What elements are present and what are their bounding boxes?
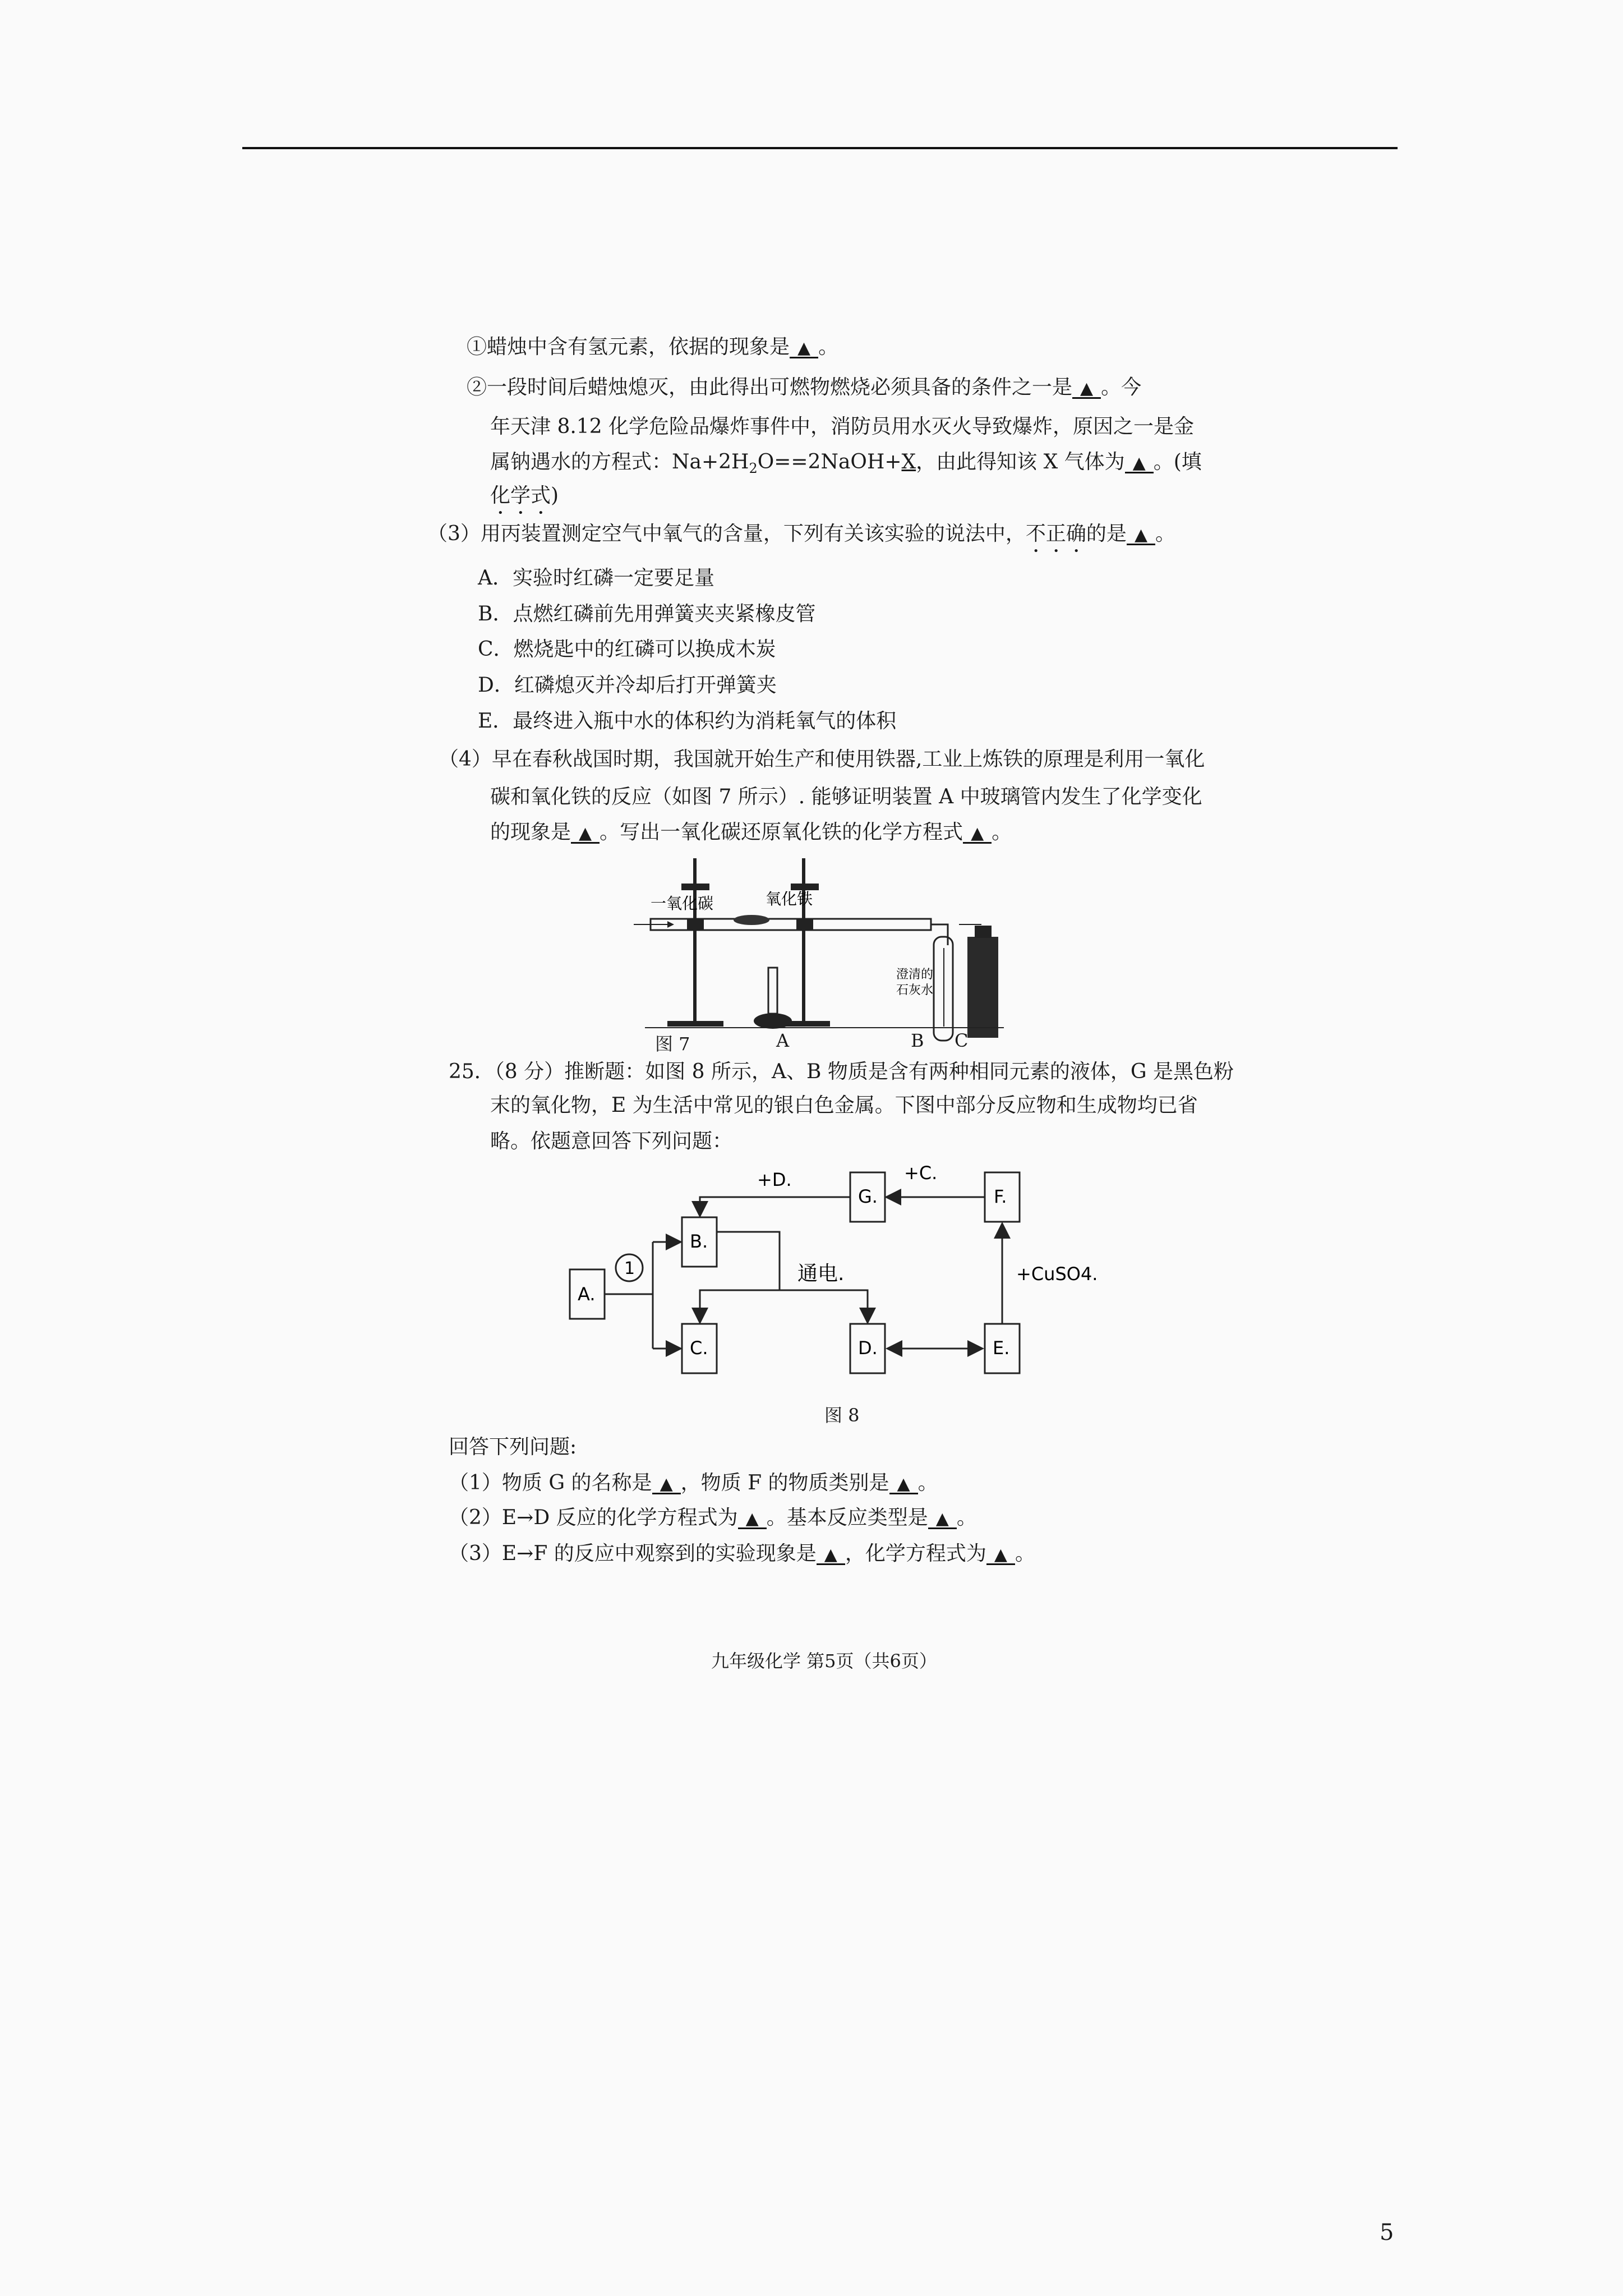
box-g-label: G. (858, 1186, 878, 1207)
answer-blank: ▲ (928, 1511, 957, 1529)
option-b: B．点燃红磷前先用弹簧夹夹紧橡皮管 (478, 602, 816, 625)
answer-blank: ▲ (652, 1476, 681, 1494)
clamp (687, 919, 704, 930)
answer-blank: ▲ (963, 825, 992, 844)
figure-7-label-a: A (776, 1030, 790, 1051)
answer-1: （1）物质 G 的名称是 ▲ ，物质 F 的物质类别是 ▲ 。 (449, 1471, 938, 1494)
label-limewater-1: 澄清的 (896, 968, 934, 982)
plus-cuso4-label: +CuSO4. (1016, 1263, 1098, 1285)
option-d: D．红磷熄灭并冷却后打开弹簧夹 (478, 674, 777, 697)
iron-oxide-sample (734, 915, 769, 925)
figure-8-caption: 图 8 (824, 1405, 860, 1426)
figure-7-label-b: B (911, 1030, 924, 1051)
figure-7-apparatus (634, 853, 1004, 1055)
q24-part-4-line3: 的现象是 ▲ 。写出一氧化碳还原氧化铁的化学方程式 ▲ 。 (490, 821, 1012, 844)
figure-8-diagram (561, 1156, 1122, 1391)
q24-statement-2-line4: 化学式) (490, 484, 559, 507)
label-limewater-2: 石灰水 (896, 983, 934, 997)
answer-2: （2）E→D 反应的化学方程式为 ▲ 。基本反应类型是 ▲ 。 (449, 1506, 977, 1529)
container-c (967, 937, 998, 1038)
option-e: E．最终进入瓶中水的体积约为消耗氧气的体积 (478, 710, 897, 733)
answer-blank: ▲ (889, 1476, 918, 1494)
q24-statement-1: ①蜡烛中含有氢元素，依据的现象是 ▲ 。 (467, 335, 839, 358)
answer-blank: ▲ (790, 340, 818, 358)
clamp (681, 884, 709, 890)
plus-d-label: +D. (757, 1169, 792, 1190)
alcohol-lamp (754, 1013, 792, 1029)
q24-statement-2: ②一段时间后蜡烛熄灭，由此得出可燃物燃烧必须具备的条件之一是 ▲ 。今 (467, 376, 1142, 399)
answer-blank: ▲ (1125, 455, 1154, 473)
box-a-label: A. (578, 1283, 596, 1305)
stand-rod-right (802, 858, 805, 1022)
arrow-g-to-b (700, 1197, 850, 1216)
figure-7-label-c: C (955, 1030, 969, 1051)
electrolysis-label: 通电. (797, 1262, 845, 1285)
q25-line1: 25．（8 分）推断题：如图 8 所示，A、B 物质是含有两种相同元素的液体，G 是黑色粉 (449, 1060, 1234, 1083)
step-1-label: 1 (624, 1259, 635, 1278)
arrow-head (667, 921, 674, 928)
answer-blank: ▲ (738, 1511, 767, 1529)
q24-part-4-line2: 碳和氧化铁的反应（如图 7 所示）. 能够证明装置 A 中玻璃管内发生了化学变化 (490, 785, 1202, 808)
label-iron-oxide: 氧化铁 (766, 890, 813, 908)
q24-statement-2-line3: 属钠遇水的方程式：$Na+2H_2O==2NaOH+X$，由此得知该 X 气体为 ▲ 。(填 (490, 450, 1202, 477)
answer-blank: ▲ (986, 1547, 1015, 1565)
answer-blank: ▲ (817, 1547, 845, 1565)
option-c: C．燃烧匙中的红磷可以换成木炭 (478, 638, 776, 661)
answer-blank: ▲ (1072, 380, 1101, 399)
q25-line2: 末的氧化物，E 为生活中常见的银白色金属。下图中部分反应物和生成物均已省 (490, 1094, 1198, 1117)
figure-7-caption: 图 7 (655, 1033, 690, 1055)
label-co: 一氧化碳 (651, 894, 714, 913)
page-footer: 九年级化学 第5页（共6页） (711, 1650, 937, 1672)
stand-rod-left (693, 858, 697, 1022)
arrow-b-electrolysis (717, 1232, 780, 1290)
q24-statement-2-line2: 年天津 8.12 化学危险品爆炸事件中，消防员用水灭火导致爆炸，原因之一是金 (490, 415, 1195, 438)
box-e-label: E. (993, 1337, 1010, 1359)
answer-3: （3）E→F 的反应中观察到的实验现象是 ▲ ，化学方程式为 ▲ 。 (449, 1542, 1035, 1565)
q24-part-4-line1: （4）早在春秋战国时期，我国就开始生产和使用铁器,工业上炼铁的原理是利用一氧化 (439, 748, 1205, 771)
lamp-wick (768, 968, 777, 1014)
header-rule (242, 147, 1398, 149)
box-f-label: F. (994, 1186, 1007, 1207)
box-d-label: D. (858, 1337, 878, 1359)
container-c-top (975, 926, 992, 938)
option-a: A．实验时红磷一定要足量 (478, 567, 714, 590)
arrow-to-c-and-d (700, 1290, 868, 1323)
answer-intro: 回答下列问题: (449, 1435, 577, 1458)
page-number: 5 (1380, 2220, 1394, 2246)
answer-blank: ▲ (1127, 527, 1155, 545)
plus-c-label: +C. (904, 1162, 938, 1184)
q25-line3: 略。依题意回答下列问题： (490, 1130, 733, 1153)
answer-blank: ▲ (571, 825, 600, 844)
box-c-label: C. (690, 1337, 708, 1359)
clamp (796, 919, 813, 930)
box-b-label: B. (690, 1231, 708, 1252)
q24-part-3: （3）用丙装置测定空气中氧气的含量，下列有关该实验的说法中，不正确的是 ▲ 。 (427, 522, 1176, 545)
